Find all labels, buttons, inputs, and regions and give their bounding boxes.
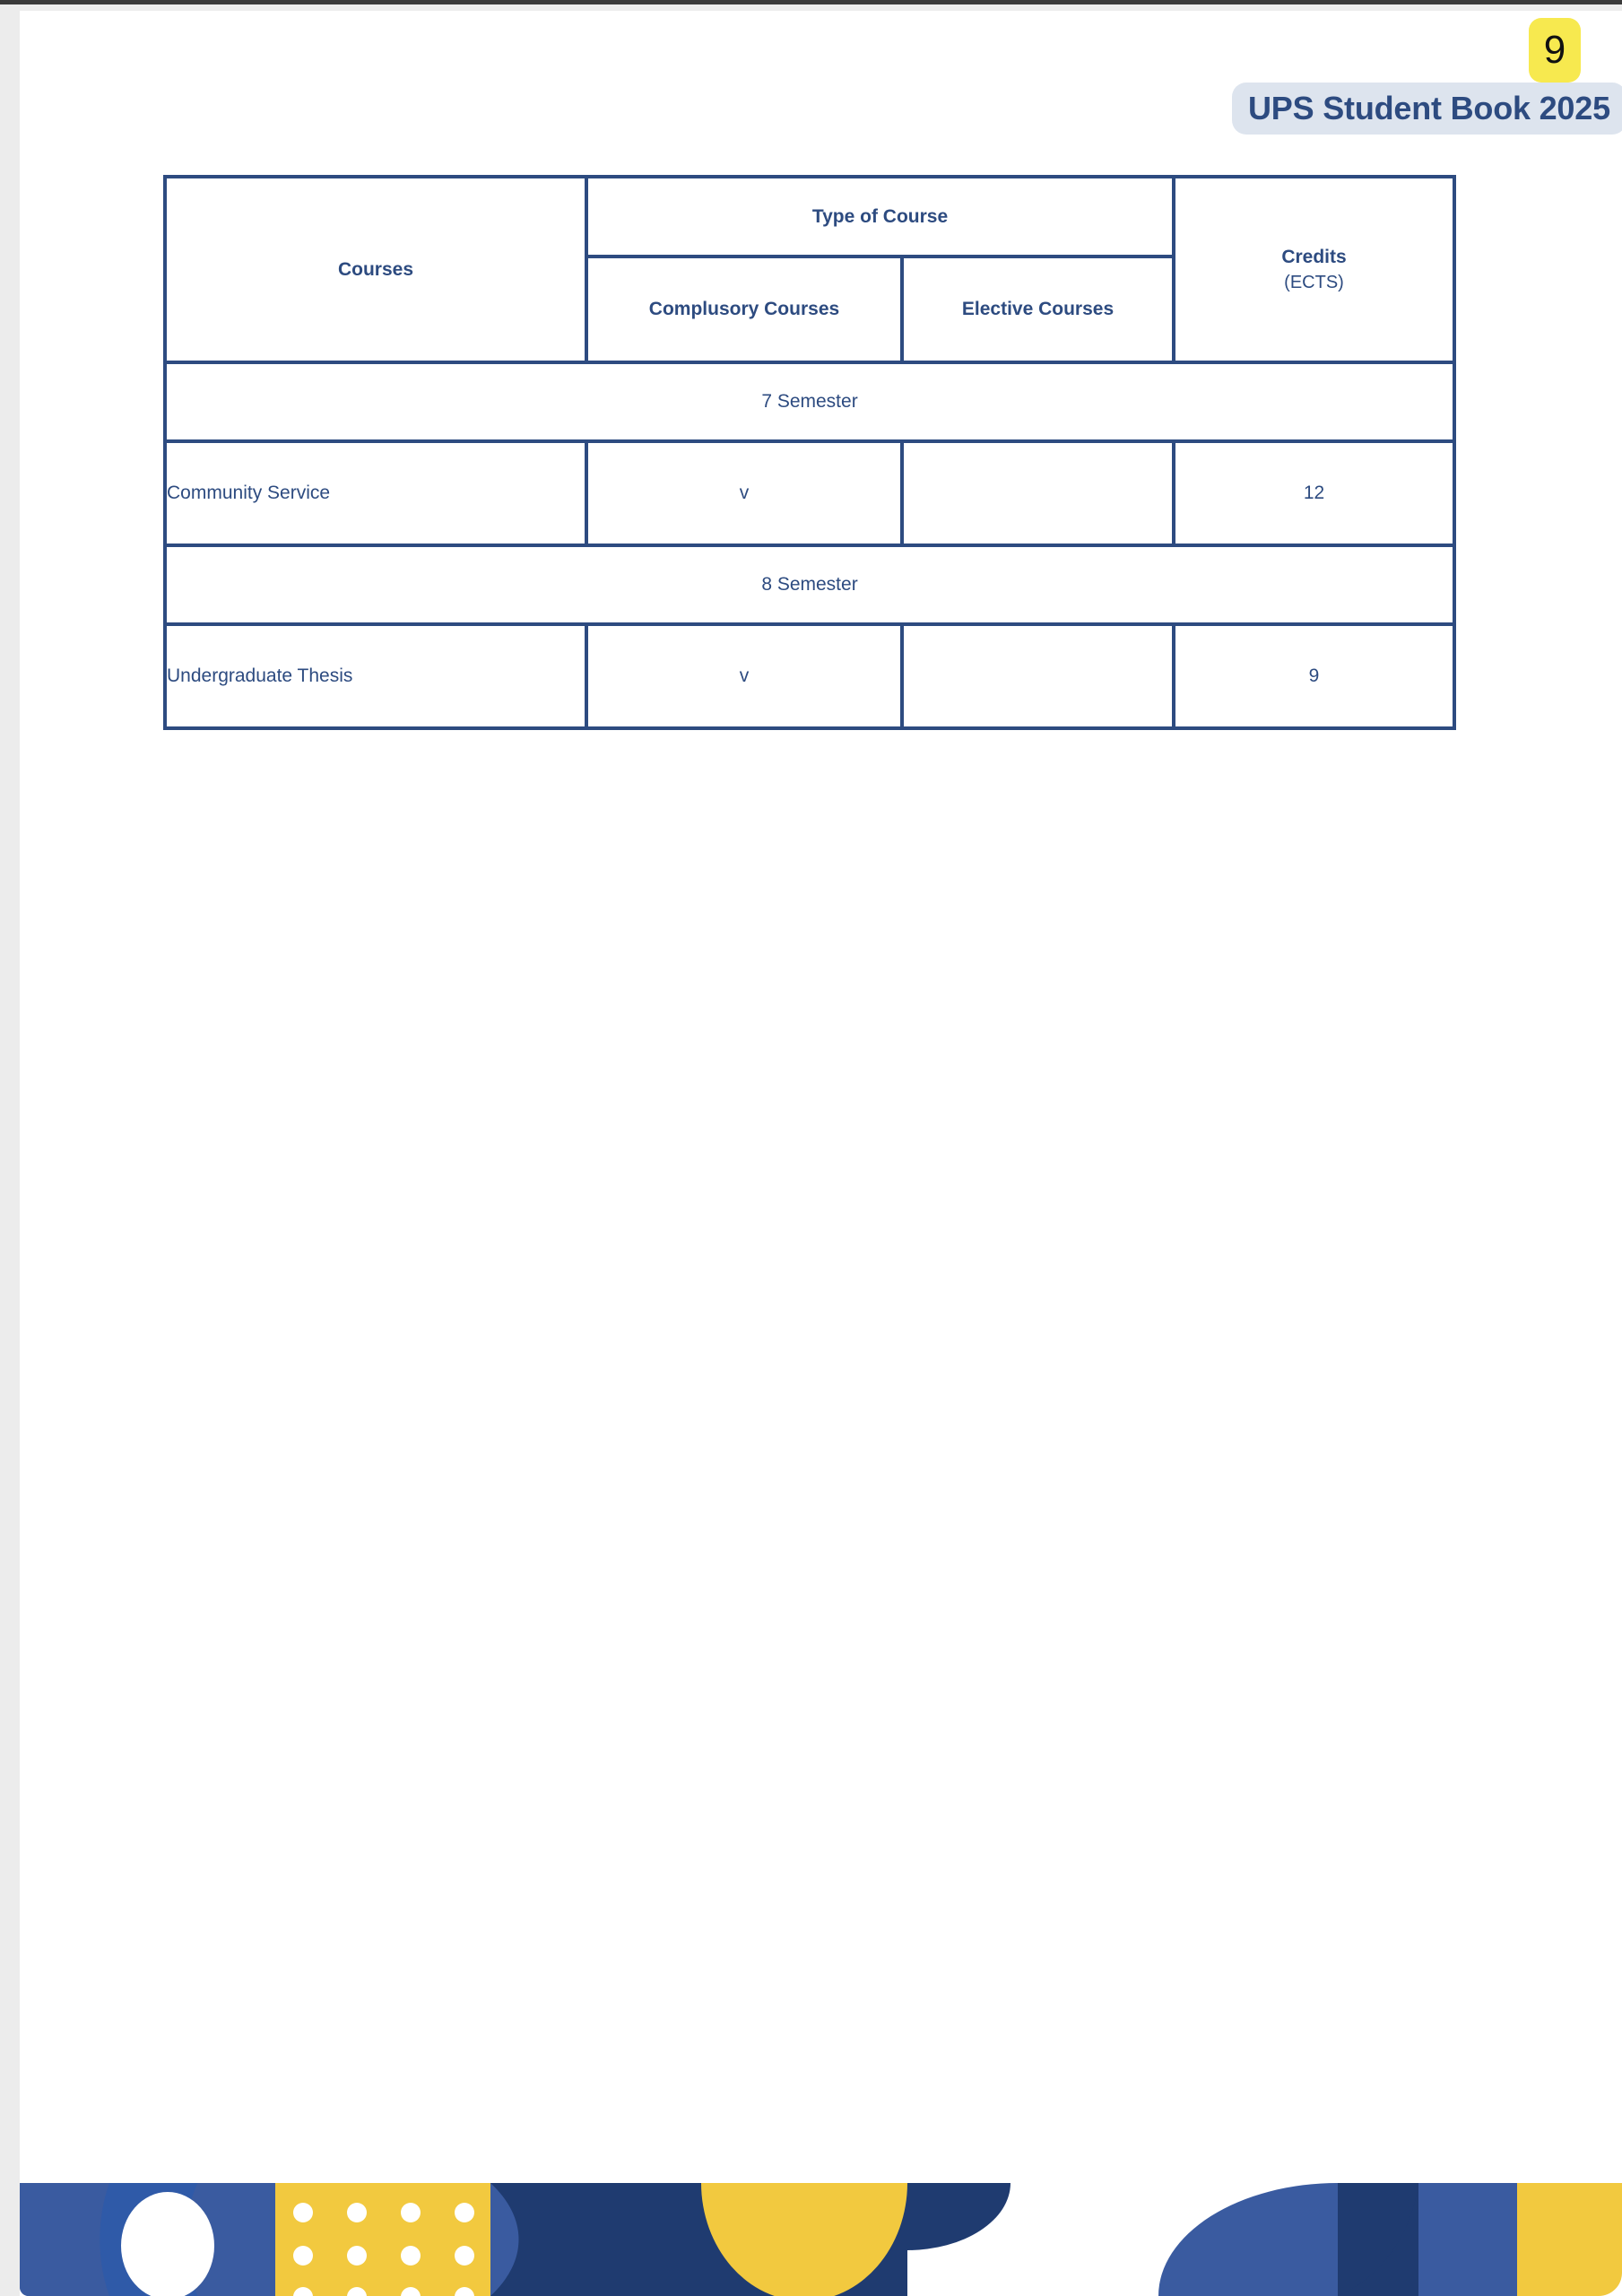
cell-course-name: Undergraduate Thesis <box>165 624 586 728</box>
column-header-credits-label: Credits <box>1281 247 1347 268</box>
footer-block-arc-left <box>490 2183 701 2296</box>
semester-label: 8 Semester <box>165 545 1454 624</box>
cell-elective-mark <box>902 624 1174 728</box>
table-row <box>165 624 1454 728</box>
semester-section-row <box>165 362 1454 441</box>
page-number-badge: 9 <box>1529 18 1581 83</box>
course-credits-table <box>163 175 1456 730</box>
cell-credits-value: 9 <box>1174 624 1454 728</box>
column-header-type-of-course: Type of Course <box>586 177 1174 257</box>
cell-credits-value: 12 <box>1174 441 1454 545</box>
table-row <box>165 441 1454 545</box>
semester-section-row <box>165 545 1454 624</box>
column-header-compulsory-courses: Complusory Courses <box>586 257 902 362</box>
footer-block-dots <box>275 2183 490 2296</box>
document-page <box>20 11 1622 2296</box>
column-header-credits <box>1174 177 1454 362</box>
table-body <box>165 362 1454 728</box>
document-title-pill <box>1232 83 1622 135</box>
footer-block-half-disc <box>907 2183 1114 2296</box>
footer-block-arc-right <box>1114 2183 1338 2296</box>
cell-compulsory-mark: v <box>586 624 902 728</box>
cell-course-name: Community Service <box>165 441 586 545</box>
column-header-courses: Courses <box>165 177 586 362</box>
table-header-row-top <box>165 177 1454 257</box>
footer-block-right-end <box>1338 2183 1622 2296</box>
footer-block-quarter-yellow <box>701 2183 907 2296</box>
document-title: UPS Student Book 2025 <box>1248 90 1610 126</box>
column-header-elective-courses: Elective Courses <box>902 257 1174 362</box>
semester-label: 7 Semester <box>165 362 1454 441</box>
cell-elective-mark <box>902 441 1174 545</box>
column-header-credits-unit: (ECTS) <box>1284 272 1344 292</box>
footer-decoration <box>20 2183 1622 2296</box>
table-header <box>165 177 1454 362</box>
cell-compulsory-mark: v <box>586 441 902 545</box>
